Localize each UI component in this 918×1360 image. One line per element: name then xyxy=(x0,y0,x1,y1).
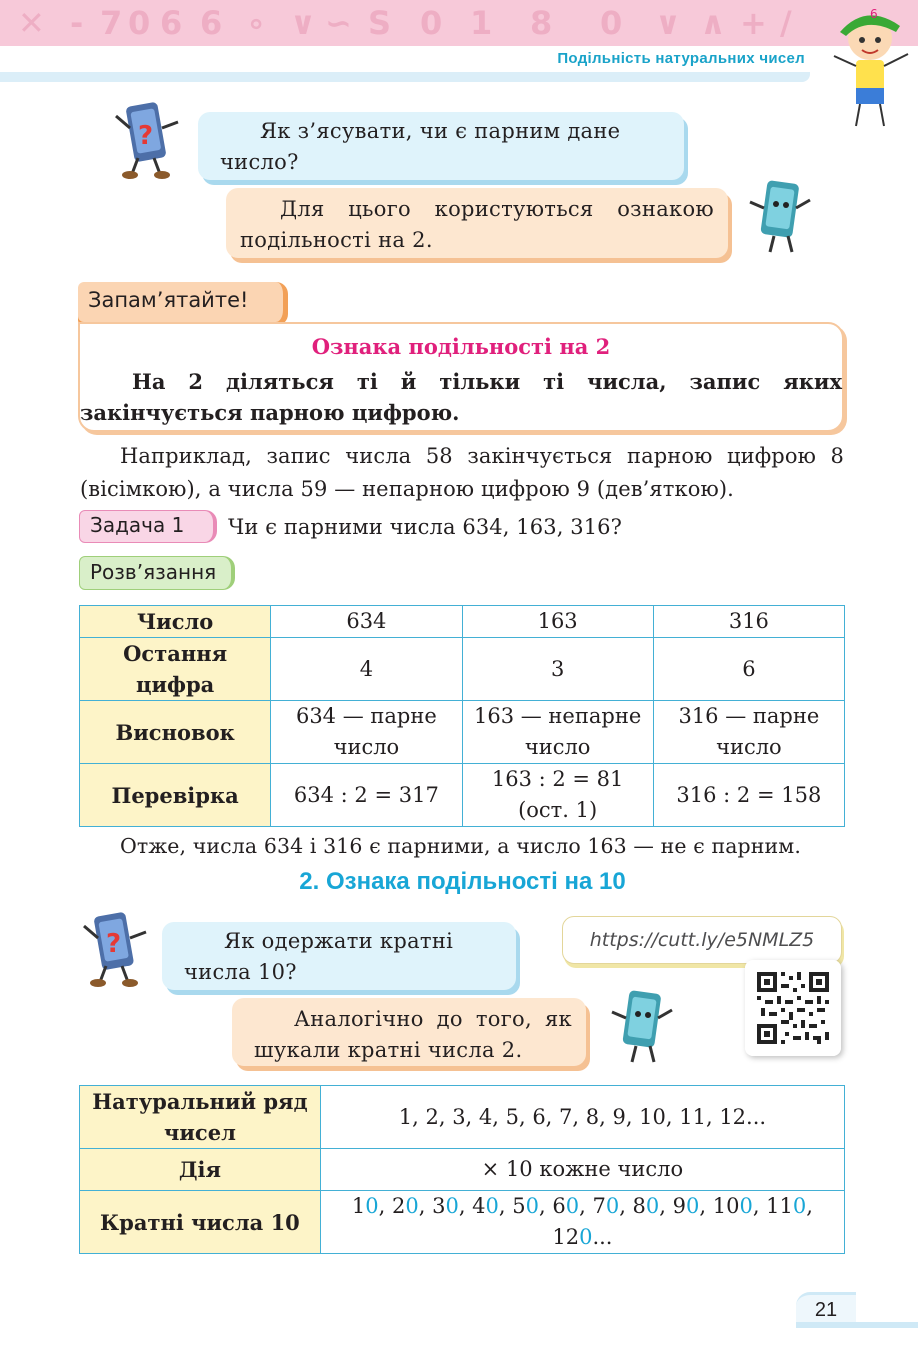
question-bubble-2 xyxy=(162,922,516,990)
footer-divider xyxy=(796,1322,918,1328)
rule-text: На 2 діляться ті й тільки ті числа, запис яких закінчується парною цифрою. xyxy=(80,369,842,425)
table-cell: 316 — парне число xyxy=(653,701,844,764)
table-cell: 163 : 2 = 81 (ост. 1) xyxy=(462,764,653,827)
running-header-title: Подільність натуральних чисел xyxy=(557,50,805,67)
answer-bubble-1 xyxy=(226,188,728,258)
row-label: Натуральний ряд чисел xyxy=(80,1086,321,1149)
table-cell: 634 — парне число xyxy=(271,701,462,764)
table-row xyxy=(80,701,845,764)
table-row xyxy=(80,606,845,638)
answer-bubble-2 xyxy=(232,998,586,1066)
table-row xyxy=(80,1149,845,1191)
resource-link[interactable]: https://cutt.ly/e5NMLZ5 xyxy=(562,916,842,964)
answer-robot-icon xyxy=(610,988,676,1066)
table-row xyxy=(80,1086,845,1149)
row-label: Кратні числа 10 xyxy=(80,1191,321,1254)
table-cell: 634 : 2 = 317 xyxy=(271,764,462,827)
table-row xyxy=(80,638,845,701)
question-robot-icon xyxy=(80,908,152,988)
table-row xyxy=(80,764,845,827)
table-cell: 316 xyxy=(653,606,844,638)
row-label: Число xyxy=(80,606,271,638)
task-tag: Задача 1 xyxy=(79,510,217,543)
table-cell: 316 : 2 = 158 xyxy=(653,764,844,827)
solution-tag: Розв’язання xyxy=(79,556,235,590)
svg-text:?: ? xyxy=(106,929,122,959)
table-cell: 163 — непарне число xyxy=(462,701,653,764)
table-cell: 6 xyxy=(653,638,844,701)
table-cell: 10, 20, 30, 40, 50, 60, 70, 80, 90, 100, 110, 120... xyxy=(320,1191,844,1254)
question-text-1: Як з’ясувати, чи є парним дане число? xyxy=(220,119,621,174)
svg-text:?: ? xyxy=(138,121,154,151)
corner-badge-number: 6 xyxy=(870,7,878,21)
example-paragraph: Наприклад, запис числа 58 закінчується парною цифрою 8 (вісімкою), а числа 59 — непарною цифрою 9 (дев’яткою). xyxy=(80,444,844,501)
divisibility-by-2-table xyxy=(79,605,845,827)
section-title: 2. Ознака подільності на 10 xyxy=(299,868,626,895)
row-label: Остання цифра xyxy=(80,638,271,701)
table-cell: 163 xyxy=(462,606,653,638)
decorative-header-strip: ✕ - 7 0 6 6 ∘ ∨ ∽ S 0 1 8 0 ∨ ∧ + / xyxy=(0,0,918,46)
question-robot-icon xyxy=(112,98,184,180)
task-text: Чи є парними числа 634, 163, 316? xyxy=(228,515,622,539)
answer-text-1: Для цього користуються ознакою подільності на 2. xyxy=(240,197,714,252)
answer-text-2: Аналогічно до того, як шукали кратні числа 2. xyxy=(254,1007,572,1062)
header-divider xyxy=(0,72,810,82)
table-cell: 634 xyxy=(271,606,462,638)
table-cell: 1, 2, 3, 4, 5, 6, 7, 8, 9, 10, 11, 12... xyxy=(320,1086,844,1149)
table-cell: 4 xyxy=(271,638,462,701)
rule-title: Ознака подільності на 2 xyxy=(311,334,611,359)
page-number: 21 xyxy=(796,1292,856,1324)
multiples-of-10-table xyxy=(79,1085,845,1254)
question-text-2: Як одержати кратні числа 10? xyxy=(184,929,454,984)
remember-tag: Запам’ятайте! xyxy=(78,282,288,322)
question-bubble-1 xyxy=(198,112,684,180)
table-cell: × 10 кожне число xyxy=(320,1149,844,1191)
row-label: Дія xyxy=(80,1149,321,1191)
qr-code-icon[interactable] xyxy=(745,960,841,1056)
answer-robot-icon xyxy=(748,178,814,256)
table-row xyxy=(80,1191,845,1254)
row-label: Перевірка xyxy=(80,764,271,827)
row-label: Висновок xyxy=(80,701,271,764)
table-cell: 3 xyxy=(462,638,653,701)
kid-mascot-illustration xyxy=(826,2,918,130)
conclusion-paragraph: Отже, числа 634 і 316 є парними, а число 163 — не є парним. xyxy=(120,834,801,858)
